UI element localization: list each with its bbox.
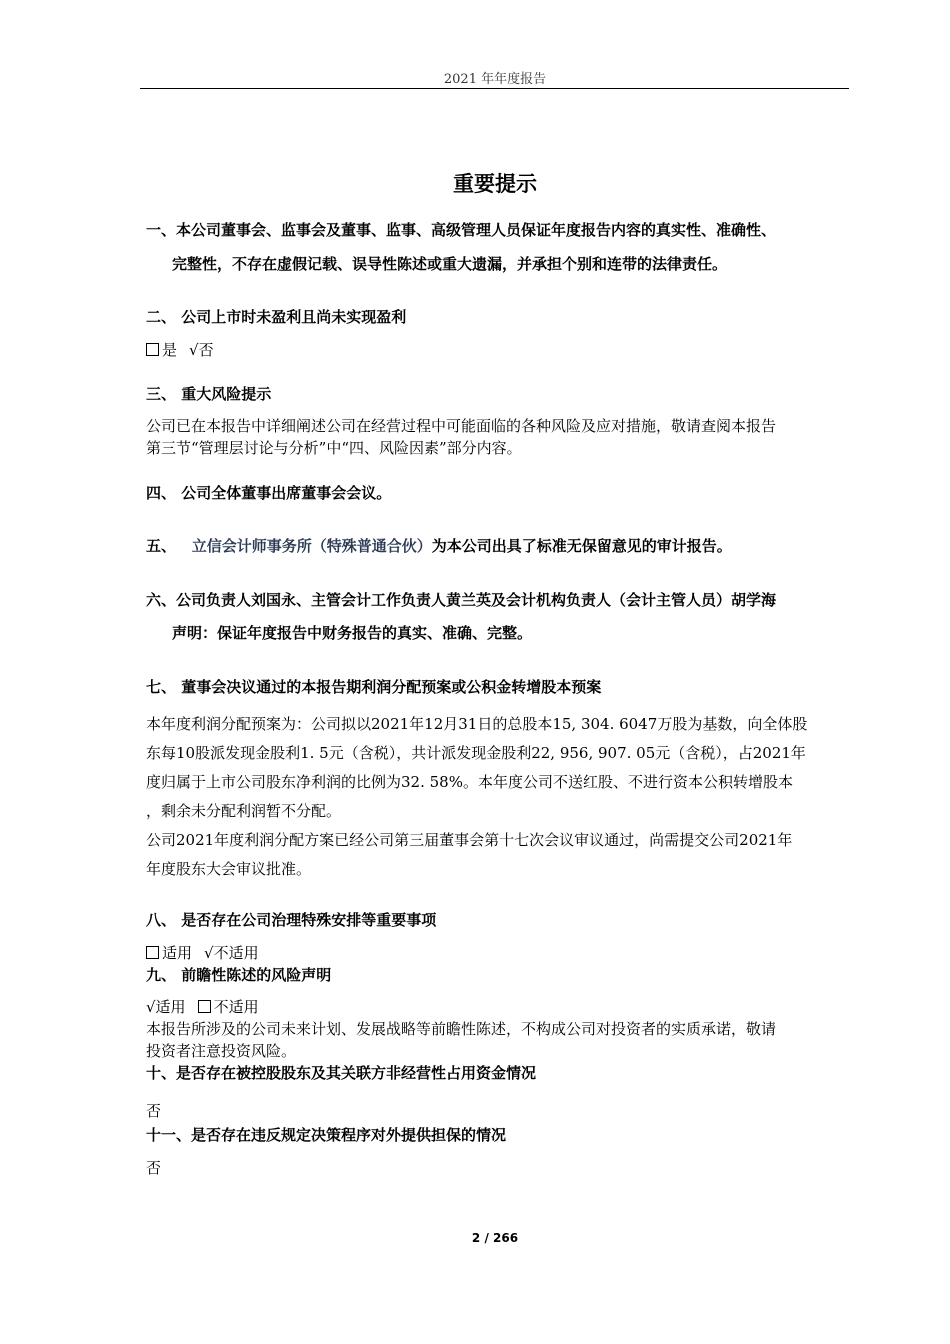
page-header: 2021 年年度报告: [443, 72, 547, 87]
section-5-prefix: 五、: [146, 537, 177, 555]
option-not-applicable-checked: √不适用: [204, 944, 259, 962]
checkbox-unchecked-icon: [146, 343, 159, 356]
section-9-heading: 九、 前瞻性陈述的风险声明: [146, 966, 332, 984]
section-7-line-3: 度归属于上市公司股东净利润的比例为32. 58%。本年度公司不送红股、不进行资本公积转增股本: [146, 773, 793, 791]
section-11-answer: 否: [146, 1159, 162, 1177]
section-3-line-1: 公司已在本报告中详细阐述公司在经营过程中可能面临的各种风险及应对措施，敬请查阅本报告: [146, 417, 777, 435]
checkbox-unchecked-icon: [146, 946, 159, 959]
section-7-line-5: 公司2021年度利润分配方案已经公司第三届董事会第十七次会议审议通过，尚需提交公司2021年: [146, 831, 793, 849]
header-rule: [140, 88, 849, 89]
section-8-options: [146, 942, 259, 963]
section-7-line-1: 本年度利润分配预案为：公司拟以2021年12月31日的总股本15, 304. 6047万股为基数，向全体股: [146, 715, 808, 733]
option-no-checked: √否: [189, 341, 214, 359]
section-2-heading: 二、 公司上市时未盈利且尚未实现盈利: [146, 308, 407, 326]
section-9-options: [146, 996, 259, 1017]
section-11-heading: 十一、是否存在违反规定决策程序对外提供担保的情况: [146, 1126, 507, 1144]
section-3-line-2: 第三节“管理层讨论与分析”中“四、风险因素”部分内容。: [146, 439, 522, 457]
option-applicable-checked: √适用: [146, 998, 186, 1016]
section-1-line-1: 一、本公司董事会、监事会及董事、监事、高级管理人员保证年度报告内容的真实性、准确性、: [146, 221, 777, 239]
section-9-line-1: 本报告所涉及的公司未来计划、发展战略等前瞻性陈述，不构成公司对投资者的实质承诺，敬请: [146, 1020, 777, 1038]
section-7-line-6: 年度股东大会审议批准。: [146, 860, 312, 878]
section-3-heading: 三、 重大风险提示: [146, 385, 272, 403]
section-7-line-2: 东每10股派发现金股利1. 5元（含税），共计派发现金股利22, 956, 907. 05元（含税），占2021年: [146, 744, 806, 762]
page-title: 重要提示: [453, 171, 537, 196]
option-applicable: 适用: [162, 944, 193, 962]
section-2-options: [146, 339, 214, 360]
section-4-heading: 四、 公司全体董事出席董事会会议。: [146, 484, 392, 502]
section-7-heading: 七、 董事会决议通过的本报告期利润分配预案或公积金转增股本预案: [146, 678, 602, 696]
checkbox-unchecked-icon: [198, 1000, 211, 1013]
option-yes: 是: [162, 341, 178, 359]
section-6-line-1: 六、公司负责人刘国永、主管会计工作负责人黄兰英及会计机构负责人（会计主管人员）胡学海: [146, 591, 777, 609]
section-7-line-4: ，剩余未分配利润暂不分配。: [146, 802, 342, 820]
section-9-line-2: 投资者注意投资风险。: [146, 1042, 297, 1060]
auditor-name: 立信会计师事务所（特殊普通合伙）: [191, 537, 432, 555]
section-10-answer: 否: [146, 1102, 162, 1120]
page-number: 2 / 266: [471, 1231, 519, 1245]
section-6-line-2: 声明：保证年度报告中财务报告的真实、准确、完整。: [172, 624, 533, 642]
section-8-heading: 八、 是否存在公司治理特殊安排等重要事项: [146, 911, 437, 929]
section-1-line-2: 完整性，不存在虚假记载、误导性陈述或重大遗漏，并承担个别和连带的法律责任。: [172, 255, 728, 273]
section-5-heading: [146, 535, 732, 556]
section-10-heading: 十、是否存在被控股股东及其关联方非经营性占用资金情况: [146, 1064, 537, 1082]
option-not-applicable: 不适用: [213, 998, 259, 1016]
section-5-rest: 为本公司出具了标准无保留意见的审计报告。: [431, 537, 732, 555]
